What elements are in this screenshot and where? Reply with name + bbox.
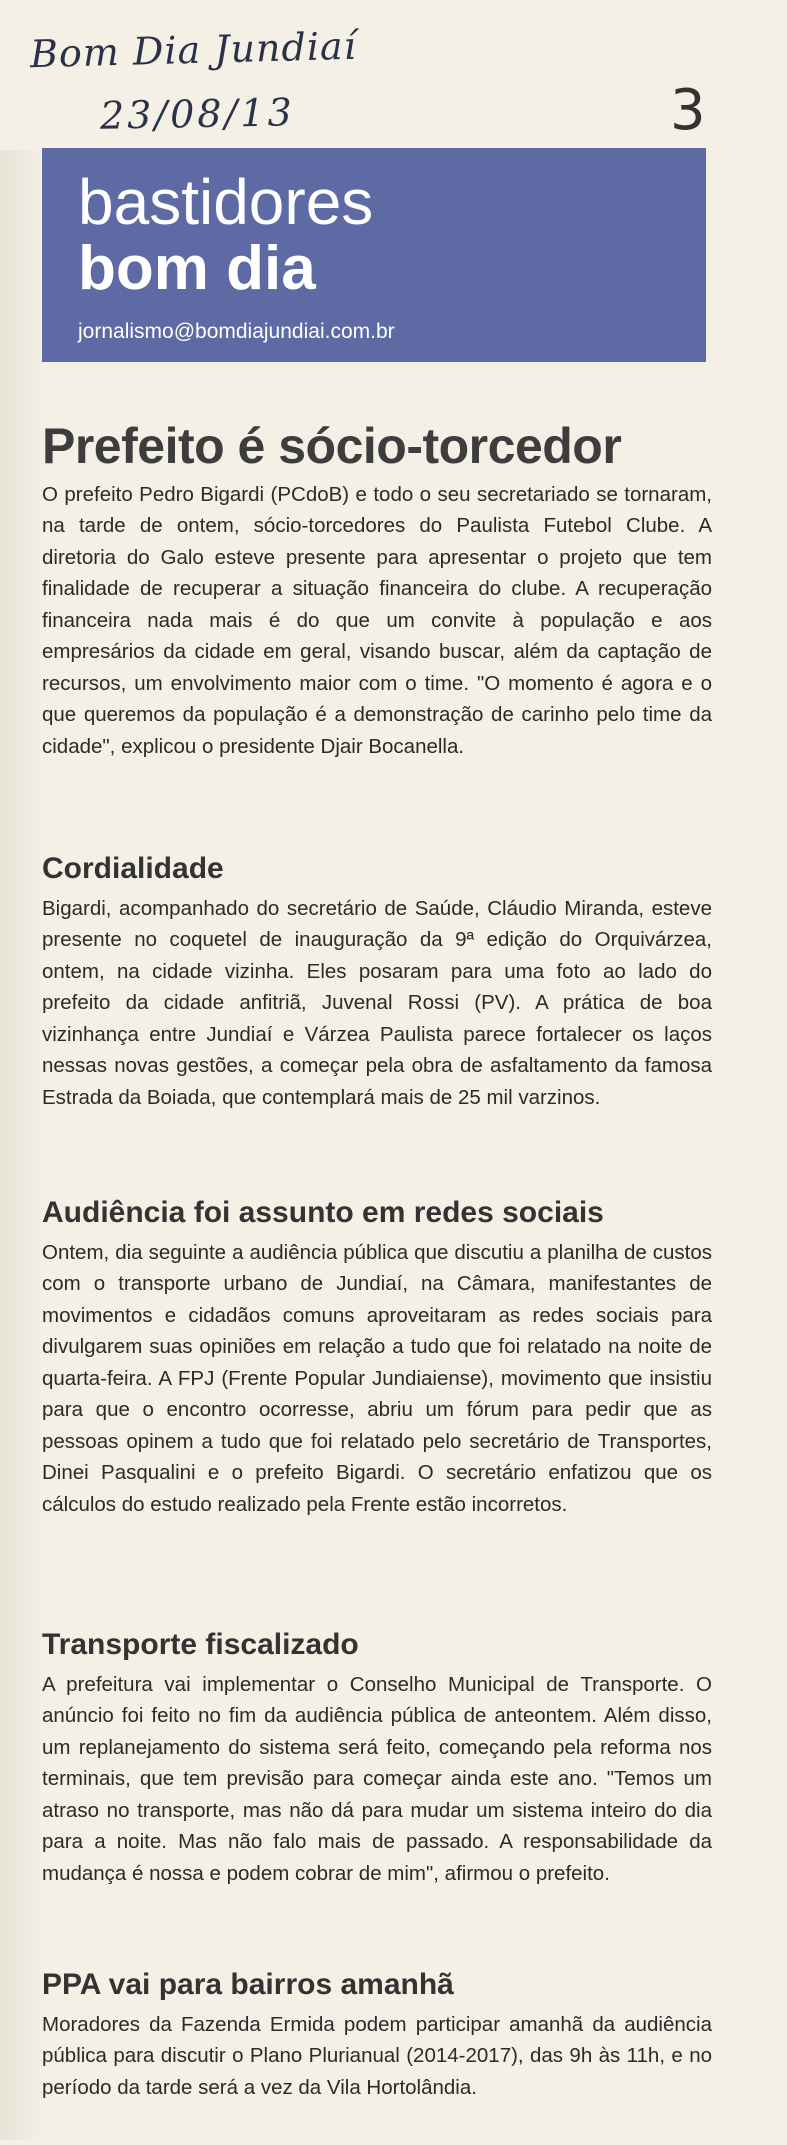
column-name-sub: bastidores: [78, 166, 374, 238]
article-headline: Audiência foi assunto em redes sociais: [42, 1196, 604, 1229]
article-headline: Cordialidade: [42, 852, 224, 885]
article-cordialidade: [42, 852, 712, 1113]
article-headline: Prefeito é sócio-torcedor: [42, 418, 622, 474]
column-email: jornalismo@bomdiajundiai.com.br: [78, 320, 395, 343]
article-headline: PPA vai para bairros amanhã: [42, 1968, 454, 2001]
handwritten-date: 23/08/13: [99, 90, 296, 138]
column-banner: [42, 148, 706, 362]
article-body: Moradores da Fazenda Ermida podem participar amanhã da audiência pública para discutir o Plano Plurianual (2014-2017), das 9h às 11h, e no período da tarde será a vez da Vila Hortolândia.: [42, 2012, 712, 2099]
article-body: O prefeito Pedro Bigardi (PCdoB) e todo o seu secretariado se tornaram, na tarde de ontem, sócio-torcedores do Paulista Futebol Clube. A diretoria do Galo esteve presente para apresentar o projeto que tem finalidade de recuperar a situação financeira do clube. A recuperação financeira nada mais é do que um convite à população e aos empresários da cidade em geral, visando buscar, além da captação de recursos, um envolvimento maior com o time. "O momento é agora e o que queremos da população é a demonstração de carinho pelo time da cidade", explicou o presidente Djair Bocanella.: [42, 482, 712, 758]
article-prefeito-socio-torcedor: [42, 420, 712, 762]
article-ppa-bairros: [42, 1968, 712, 2103]
article-body: A prefeitura vai implementar o Conselho Municipal de Transporte. O anúncio foi feito no fim da audiência pública de anteontem. Além disso, um replanejamento do sistema será feito, começando pela reforma nos terminais, que tem previsão para começar ainda este ano. "Temos um atraso no transporte, mas não dá para mudar um sistema inteiro do dia para a noite. Mas não falo mais de passado. A responsabilidade da mudança é nossa e podem cobrar de mim", afirmou o prefeito.: [42, 1672, 712, 1885]
article-body: Bigardi, acompanhado do secretário de Saúde, Cláudio Miranda, esteve presente no coquetel de inauguração da 9ª edição do Orquivárzea, ontem, na cidade vizinha. Eles posaram para uma foto ao lado do prefeito da cidade anfitriã, Juvenal Rossi (PV). A prática de boa vizinhança entre Jundiaí e Várzea Paulista parece fortalecer os laços nessas novas gestões, a começar pela obra de asfaltamento da famosa Estrada da Boiada, que contemplará mais de 25 mil varzinos.: [42, 896, 712, 1109]
adjacent-column-bleed: [0, 150, 42, 2140]
handwritten-source: Bom Dia Jundiaí: [29, 23, 358, 77]
article-audiencia-redes-sociais: [42, 1196, 712, 1520]
article-body: Ontem, dia seguinte a audiência pública que discutiu a planilha de custos com o transporte urbano de Jundiaí, na Câmara, manifestantes de movimentos e cidadãos comuns aproveitaram as redes sociais para divulgarem suas opiniões em relação a tudo que foi relatado na noite de quarta-feira. A FPJ (Frente Popular Jundiaiense), movimento que insistiu para que o encontro ocorresse, abriu um fórum para pedir que as pessoas opinem a tudo que foi relatado pelo secretário de Transportes, Dinei Pasqualini e o prefeito Bigardi. O secretário enfatizou que os cálculos do estudo realizado pela Frente estão incorretos.: [42, 1240, 712, 1516]
column-name-main: bom dia: [78, 234, 316, 303]
article-headline: Transporte fiscalizado: [42, 1628, 359, 1661]
article-transporte-fiscalizado: [42, 1628, 712, 1889]
page-number: 3: [670, 78, 706, 143]
